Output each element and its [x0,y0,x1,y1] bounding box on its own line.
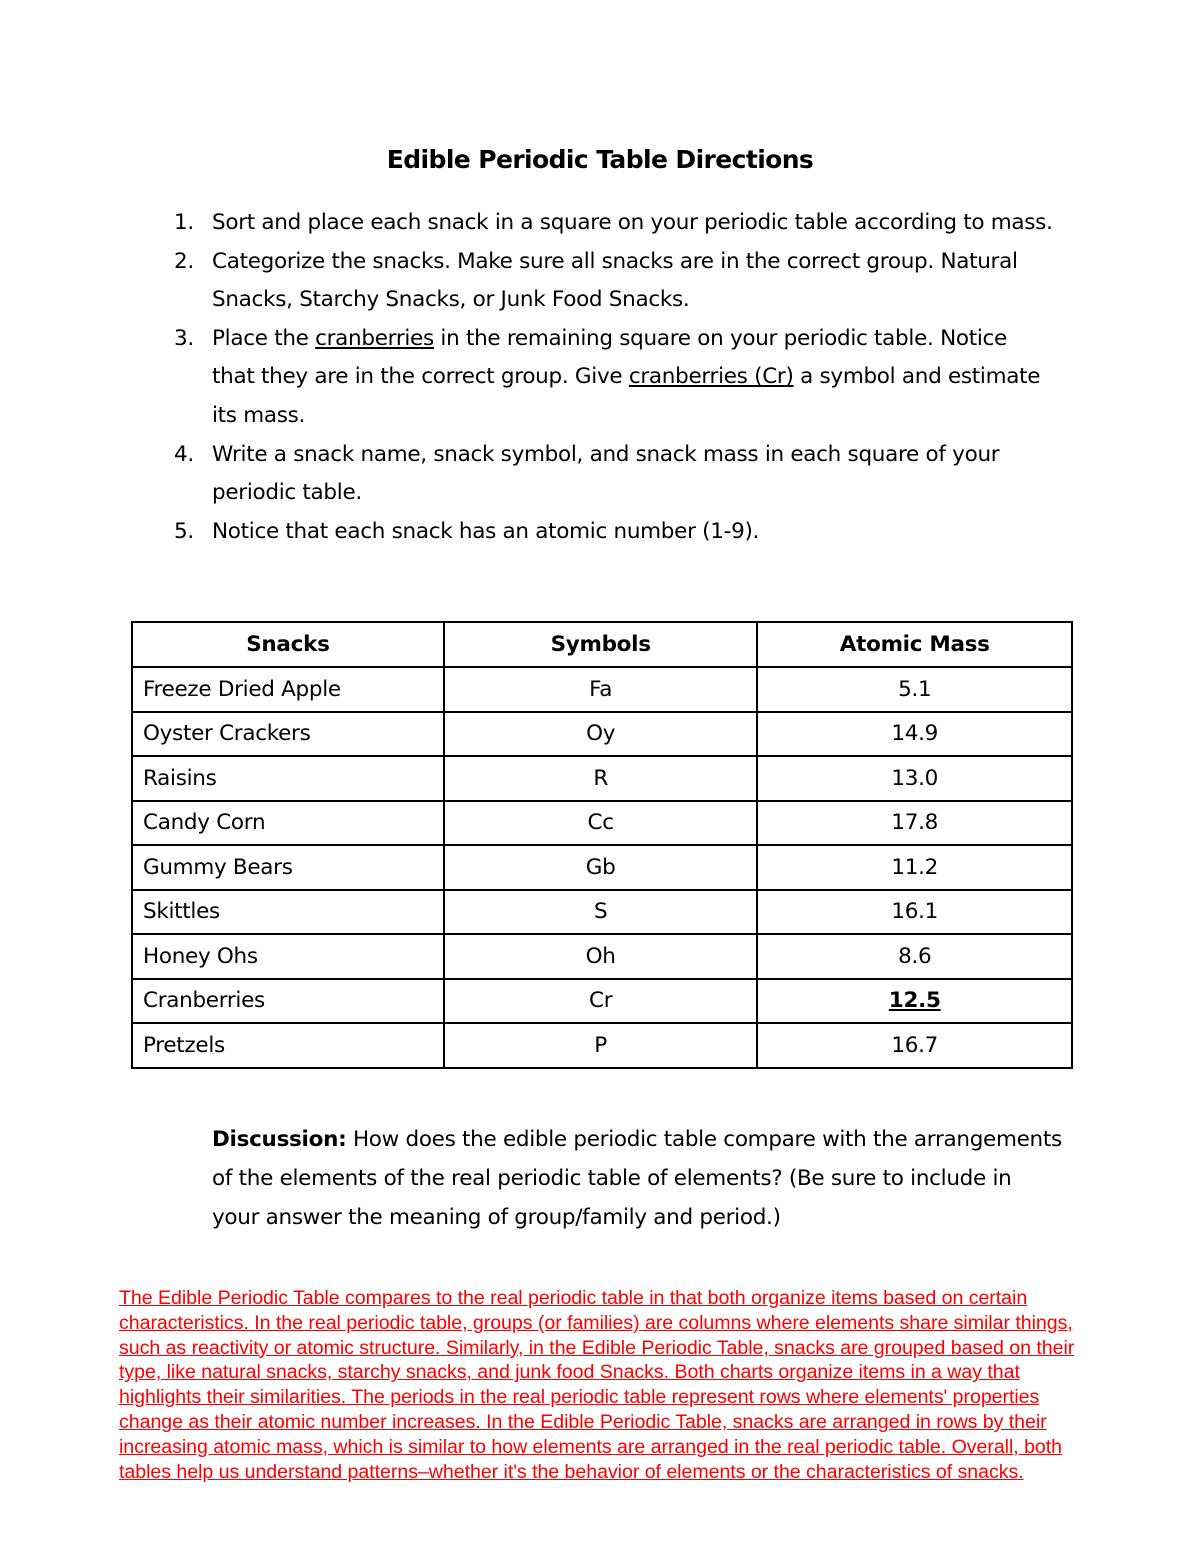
step-text: Categorize the snacks. Make sure all snacks are in the correct group. Natural Snacks, Starchy Snacks, or Junk Food Snacks. [212,248,1018,313]
snack-name-cell: Gummy Bears [132,845,444,890]
table-row [132,712,1072,757]
table-row [132,667,1072,712]
step-number: 1. [174,210,194,235]
symbol-cell: R [444,756,758,801]
snack-table [131,621,1073,1069]
symbol-cell: Gb [444,845,758,890]
table-row [132,934,1072,979]
mass-cell: 8.6 [757,934,1072,979]
estimated-mass: 12.5 [888,988,941,1014]
answer-text: The Edible Periodic Table compares to the real periodic table in that both organize items based on certain characteristics. In the real periodic table, groups (or families) are columns where elements share similar things, such as reactivity or atomic structure. Similarly, in the Edible Periodic Table, snacks are grouped based on their type, like natural snacks, starchy snacks, and junk food Snacks. Both charts organize items in a way that highlights their similarities. The periods in the real periodic table represent rows where elements' properties change as their atomic number increases. In the Edible Periodic Table, snacks are arranged in rows by their increasing atomic mass, which is similar to how elements are arranged in the real periodic table. Overall, both tables help us understand patterns–whether it's the behavior of elements or the characteristics of snacks. [119,1287,1075,1483]
page-title: Edible Periodic Table Directions [386,145,814,174]
symbol-cell: Oy [444,712,758,757]
column-header-symbols: Symbols [444,622,758,667]
table-header-row [132,622,1072,667]
snack-name-cell: Oyster Crackers [132,712,444,757]
step-text-part: Place the [212,325,316,351]
step-number: 2. [174,248,194,274]
mass-cell-answer [757,979,1072,1024]
step-text: Sort and place each snack in a square on your periodic table according to mass. [212,210,1053,235]
underlined-term: cranberries (Cr) [628,364,794,390]
table-row [132,756,1072,801]
column-header-atomic-mass: Atomic Mass [757,622,1072,667]
mass-cell: 17.8 [757,801,1072,846]
discussion-label: Discussion: [212,1127,347,1152]
snack-name-cell: Honey Ohs [132,934,444,979]
symbol-cell: Oh [444,934,758,979]
step-text-part: a symbol and estimate its mass. [212,364,1041,428]
step-text: Notice that each snack has an atomic number (1-9). [212,518,760,544]
step-number: 4. [174,441,194,467]
list-item [174,513,1054,552]
table-row [132,890,1072,935]
table-row [132,845,1072,890]
list-item [174,204,1054,243]
snack-name-cell: Cranberries [132,979,444,1024]
mass-cell: 13.0 [757,756,1072,801]
snack-name-cell: Skittles [132,890,444,935]
table-row [132,1023,1072,1068]
symbol-cell: P [444,1023,758,1068]
table-row [132,979,1072,1024]
step-number: 5. [174,518,194,544]
mass-cell: 5.1 [757,667,1072,712]
step-number: 3. [174,325,194,351]
directions-list [174,204,1054,551]
snack-name-cell: Candy Corn [132,801,444,846]
mass-cell: 11.2 [757,845,1072,890]
symbol-cell: Fa [444,667,758,712]
step-text: Write a snack name, snack symbol, and snack mass in each square of your periodic table. [212,441,1000,506]
discussion-text: How does the edible periodic table compare with the arrangements of the elements of the real periodic table of elements? (Be sure to include in your answer the meaning of group/family and period.) [212,1127,1062,1230]
mass-cell: 16.7 [757,1023,1072,1068]
snack-name-cell: Raisins [132,756,444,801]
mass-cell: 14.9 [757,712,1072,757]
list-item [174,436,1054,513]
discussion-prompt [212,1120,1062,1237]
snack-name-cell: Pretzels [132,1023,444,1068]
list-item [174,243,1054,320]
column-header-snacks: Snacks [132,622,444,667]
mass-cell: 16.1 [757,890,1072,935]
snack-name-cell: Freeze Dried Apple [132,667,444,712]
table-row [132,801,1072,846]
symbol-cell: S [444,890,758,935]
list-item [174,320,1054,436]
symbol-cell: Cr [444,979,758,1024]
underlined-term: cranberries [315,325,434,351]
symbol-cell: Cc [444,801,758,846]
step-text-part: in the remaining square on your periodic table. Notice that they are in the correct group. Give [212,325,1007,390]
